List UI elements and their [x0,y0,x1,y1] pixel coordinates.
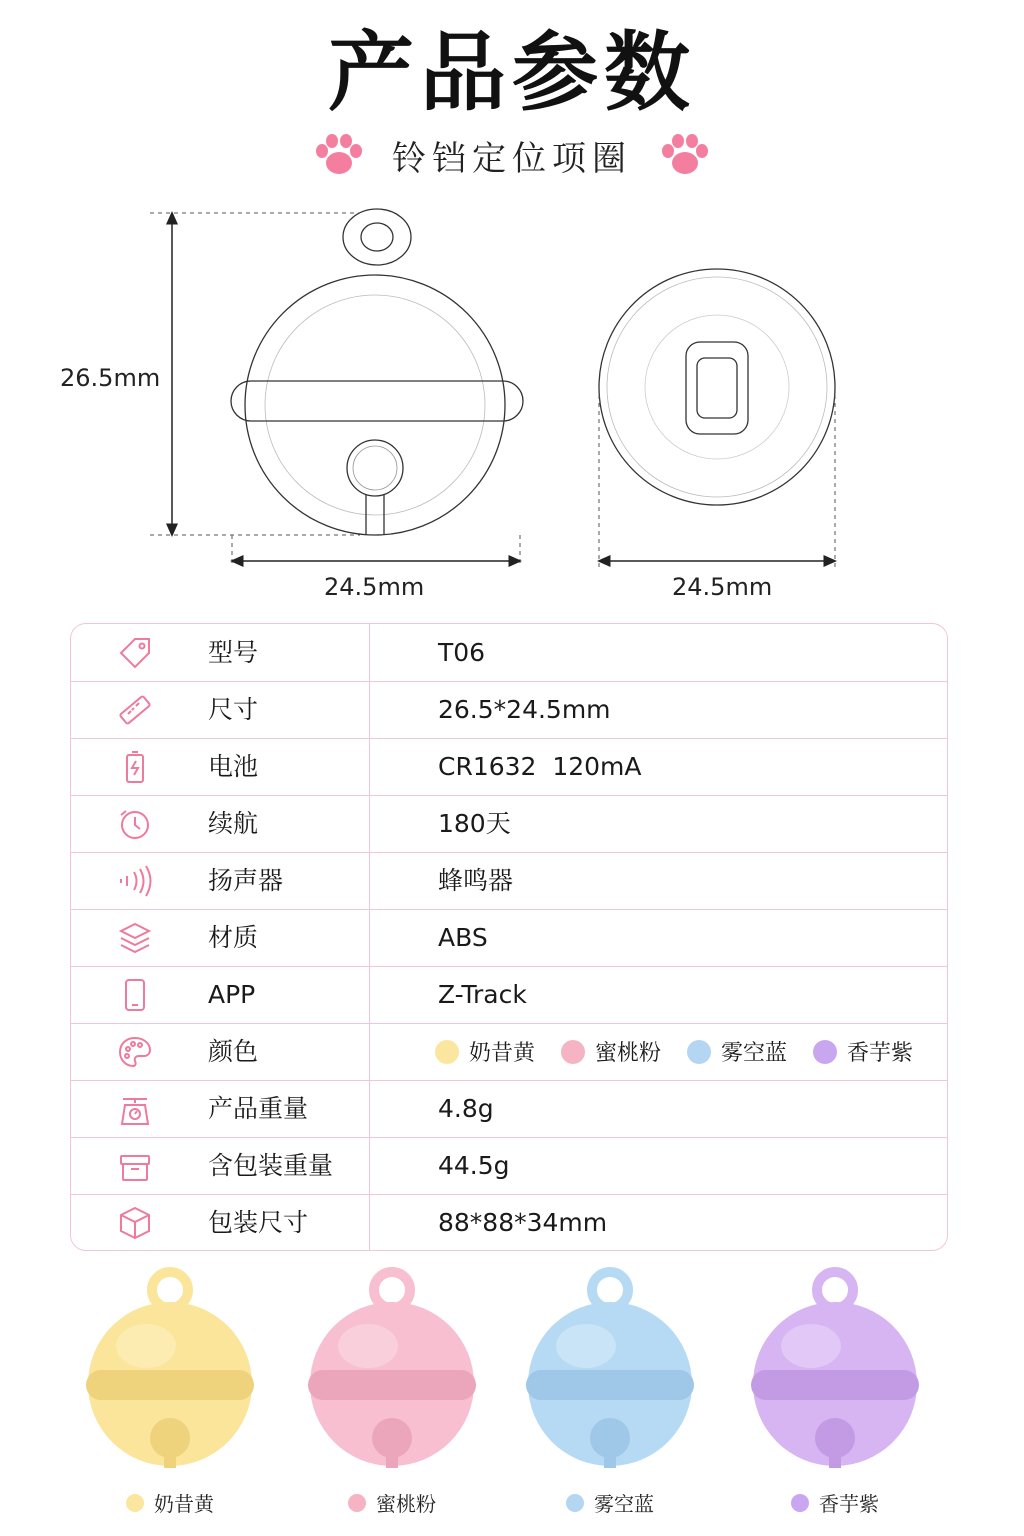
bell-caption [510,1488,710,1517]
spec-value: 4.8g [438,1094,494,1123]
color-name: 香芋紫 [847,1041,914,1066]
spec-label: 颜色 [208,1037,259,1066]
color-dot [435,1040,459,1064]
layers-icon [117,920,153,956]
spec-value: Z-Track [438,980,527,1009]
color-name: 奶昔黄 [469,1041,536,1066]
bell-product-purple [735,1266,935,1526]
box-icon [117,1148,153,1184]
paw-icon [312,133,366,177]
bell-image [735,1266,935,1481]
spec-table [70,623,948,1251]
color-dot [791,1494,809,1512]
color-dot [348,1494,366,1512]
spec-value: 44.5g [438,1151,510,1180]
bell-caption [292,1488,492,1517]
sound-wave-icon [117,863,153,899]
bell-image [70,1266,270,1481]
spec-value: T06 [438,638,486,667]
bell-color-name: 香芋紫 [819,1492,879,1516]
spec-row-material [71,909,947,967]
color-swatches [435,1023,939,1080]
spec-label: 电池 [208,752,259,781]
spec-row-app [71,966,947,1024]
color-dot [687,1040,711,1064]
bell-image [510,1266,710,1481]
color-swatch-yellow [435,1036,535,1067]
spec-value: 88*88*34mm [438,1208,608,1237]
spec-value: 180天 [438,809,511,838]
spec-row-battery [71,738,947,796]
spec-value: 蜂鸣器 [438,866,514,895]
spec-label: 型号 [208,638,259,667]
bell-bottom-view [599,269,835,505]
spec-label: 材质 [208,923,259,952]
subtitle-row [0,130,1024,180]
ruler-icon [117,692,153,728]
color-swatch-purple [813,1036,913,1067]
spec-row-weight [71,1080,947,1138]
spec-value: CR1632 120mA [438,752,642,781]
palette-icon [117,1034,153,1070]
bottom-width-dimension-label: 24.5mm [672,573,773,601]
page-title: 产品参数 [328,23,696,123]
color-name: 蜜桃粉 [595,1041,662,1066]
color-dot [566,1494,584,1512]
bell-color-name: 蜜桃粉 [376,1492,436,1516]
bell-product-pink [292,1266,492,1526]
spec-label: 扬声器 [208,866,284,895]
spec-row-color [71,1023,947,1081]
bell-image [292,1266,492,1481]
bell-color-name: 雾空蓝 [594,1492,654,1516]
tag-icon [117,635,153,671]
spec-value: ABS [438,923,488,952]
battery-icon [117,749,153,785]
cube-icon [117,1205,153,1241]
spec-row-size [71,681,947,739]
spec-label: 尺寸 [208,695,259,724]
spec-value: 26.5*24.5mm [438,695,611,724]
spec-label: 含包装重量 [208,1151,334,1180]
spec-row-package-size [71,1194,947,1251]
bell-caption [735,1488,935,1517]
color-name: 雾空蓝 [721,1041,788,1066]
spec-row-model [71,624,947,682]
spec-row-battery-life [71,795,947,853]
height-dimension-label: 26.5mm [60,364,161,392]
bell-product-blue [510,1266,710,1526]
bell-caption [70,1488,270,1517]
spec-row-packaged-weight [71,1137,947,1195]
bell-product-yellow [70,1266,270,1526]
spec-label: 产品重量 [208,1094,309,1123]
front-width-dimension-label: 24.5mm [324,573,425,601]
paw-icon [658,133,712,177]
scale-icon [117,1091,153,1127]
phone-icon [117,977,153,1013]
bell-front-view [231,209,523,535]
color-swatch-pink [561,1036,661,1067]
bell-color-name: 奶昔黄 [154,1492,214,1516]
clock-icon [117,806,153,842]
bell-dimension-diagram [0,195,1024,615]
spec-label: APP [208,980,256,1009]
spec-label: 包装尺寸 [208,1208,309,1237]
page-subtitle: 铃铛定位项圈 [392,138,632,179]
color-dot [561,1040,585,1064]
spec-row-speaker [71,852,947,910]
color-dot [813,1040,837,1064]
color-dot [126,1494,144,1512]
spec-label: 续航 [208,809,259,838]
color-swatch-blue [687,1036,787,1067]
